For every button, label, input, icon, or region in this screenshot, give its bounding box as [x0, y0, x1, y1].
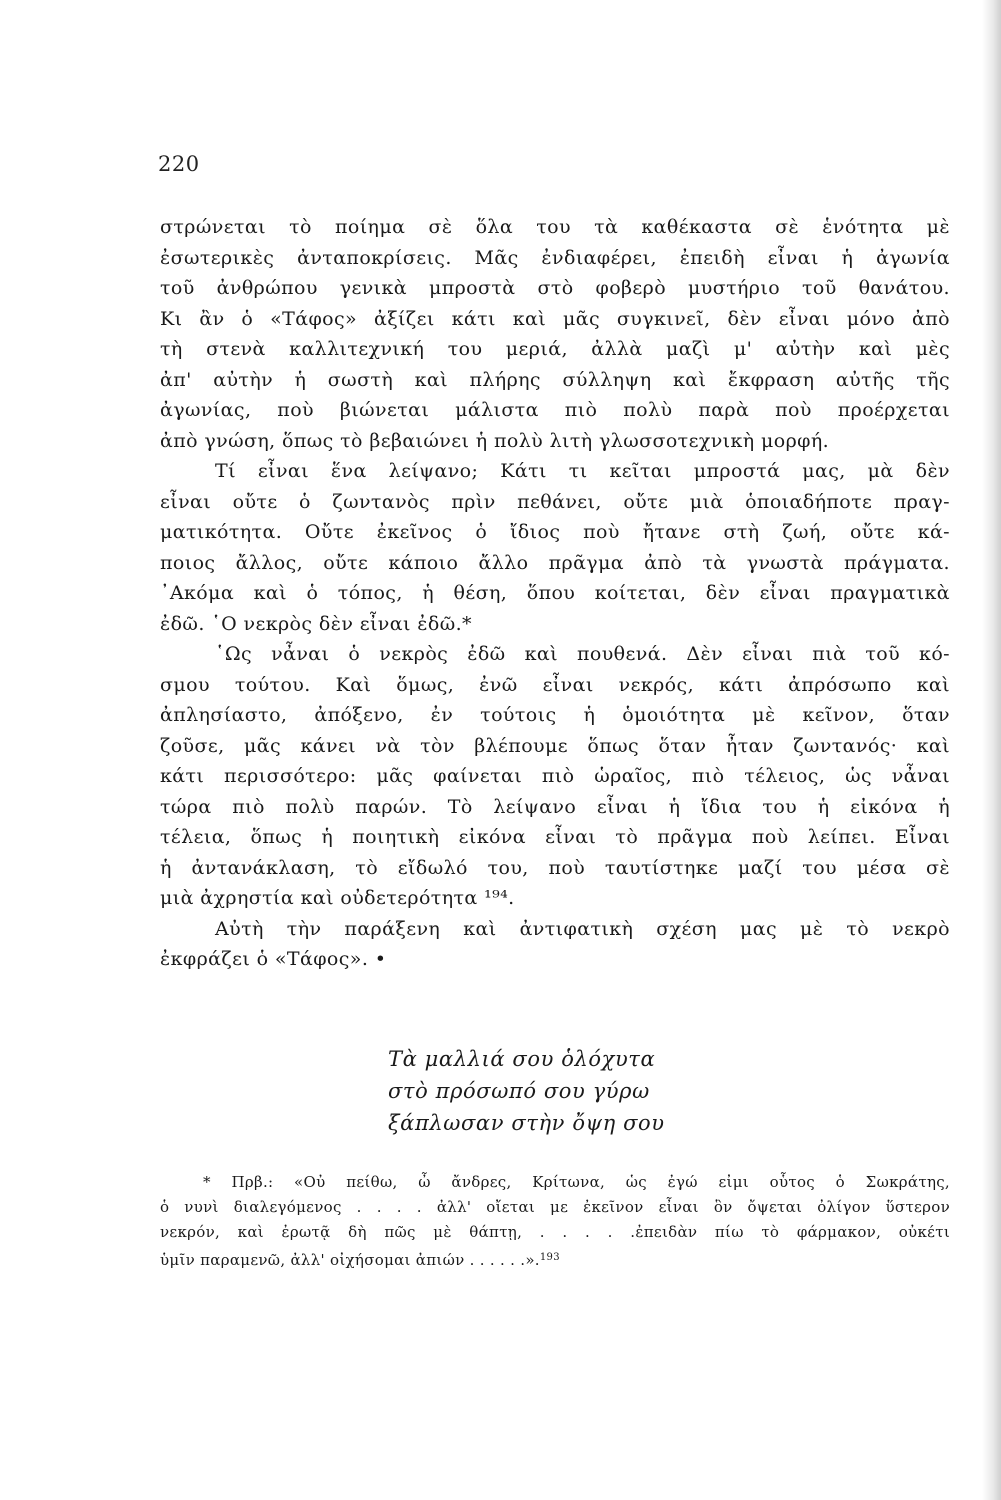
- poem-line: ξάπλωσαν στὴν ὄψη σου: [388, 1111, 665, 1135]
- page-edge-shadow: [982, 0, 1001, 1500]
- text-line: Κι ἂν ὁ «Τάφος» ἀξίζει κάτι καὶ μᾶς συγκινεῖ, δὲν εἶναι μόνο ἀπὸ: [160, 307, 950, 330]
- text-line: ἐκφράζει ὁ «Τάφος». •: [160, 948, 387, 970]
- text-line: ἀπὸ γνώση, ὅπως τὸ βεβαιώνει ἡ πολὺ λιτὴ γλωσσοτεχνικὴ μορφή.: [160, 429, 830, 452]
- poem-line: Τὰ μαλλιά σου ὁλόχυτα: [388, 1047, 656, 1071]
- text-line: ἀπλησίαστο, ἀπόξενο, ἐν τούτοις ἡ ὁμοιότητα μὲ κεῖνον, ὅταν: [160, 704, 950, 726]
- text-line: σμου τούτου. Καὶ ὅμως, ἐνῶ εἶναι νεκρός, κάτι ἀπρόσωπο καὶ: [160, 673, 950, 696]
- text-line: μιὰ ἀχρηστία καὶ οὐδετερότητα ¹⁹⁴.: [160, 887, 515, 909]
- text-line: ἐδῶ. ῾Ο νεκρὸς δὲν εἶναι ἐδῶ.*: [160, 612, 472, 635]
- text-line: ᾿Ακόμα καὶ ὁ τόπος, ἡ θέση, ὅπου κοίτεται, δὲν εἶναι πραγματικὰ: [160, 582, 950, 604]
- text-line: κάτι περισσότερο: μᾶς φαίνεται πιὸ ὡραῖος, πιὸ τέλειος, ὡς νἆναι: [160, 765, 950, 787]
- text-line: ματικότητα. Οὔτε ἐκεῖνος ὁ ἴδιος ποὺ ἤτανε στὴ ζωή, οὔτε κά-: [160, 521, 950, 543]
- text-line: τοῦ ἀνθρώπου γενικὰ μπροστὰ στὸ φοβερὸ μυστήριο τοῦ θανάτου.: [160, 277, 950, 299]
- text-line: εἶναι οὔτε ὁ ζωντανὸς πρὶν πεθάνει, οὔτε μιὰ ὁποιαδήποτε πραγ-: [160, 490, 950, 513]
- text-line: ζοῦσε, μᾶς κάνει νὰ τὸν βλέπουμε ὅπως ὅταν ἦταν ζωντανός· καὶ: [160, 734, 950, 757]
- footnote-line-last: [160, 1245, 950, 1270]
- text-line: ἡ ἀντανάκλαση, τὸ εἴδωλό του, ποὺ ταυτίστηκε μαζί του μέσα σὲ: [160, 856, 950, 879]
- footnote-line: ὁ νυνὶ διαλεγόμενος . . . . ἀλλ' οἴεται με ἐκεῖνον εἶναι ὃν ὄψεται ὀλίγον ὕστερον: [160, 1198, 950, 1216]
- text-line: ἐσωτερικὲς ἀνταποκρίσεις. Μᾶς ἐνδιαφέρει, ἐπειδὴ εἶναι ἡ ἀγωνία: [160, 246, 950, 269]
- footnote-line: * Πρβ.: «Οὐ πείθω, ὦ ἄνδρες, Κρίτωνα, ὡς ἐγώ εἰμι οὗτος ὁ Σωκράτης,: [203, 1173, 950, 1191]
- footnote: [160, 1170, 950, 1270]
- text-line: ἀπ' αὐτὴν ἡ σωστὴ καὶ πλήρης σύλληψη καὶ ἔκφραση αὐτῆς τῆς: [160, 368, 950, 391]
- text-line: ποιος ἄλλος, οὔτε κάποιο ἄλλο πρᾶγμα ἀπὸ τὰ γνωστὰ πράγματα.: [160, 551, 950, 574]
- footnote-line: νεκρόν, καὶ ἐρωτᾷ δὴ πῶς μὲ θάπτῃ, . . . . .ἐπειδὰν πίω τὸ φάρμακον, οὐκέτι: [160, 1223, 950, 1241]
- text-line: Αὐτὴ τὴν παράξενη καὶ ἀντιφατικὴ σχέση μας μὲ τὸ νεκρὸ: [215, 917, 950, 940]
- text-line: τώρα πιὸ πολὺ παρών. Τὸ λείψανο εἶναι ἡ ἴδια του ἡ εἰκόνα ἡ: [160, 795, 950, 818]
- text-line: τέλεια, ὅπως ἡ ποιητικὴ εἰκόνα εἶναι τὸ πρᾶγμα ποὺ λείπει. Εἶναι: [160, 826, 950, 848]
- text-line: στρώνεται τὸ ποίημα σὲ ὅλα του τὰ καθέκαστα σὲ ἑνότητα μὲ: [160, 216, 950, 238]
- body-text: [160, 212, 950, 975]
- text-line: Τί εἶναι ἕνα λείψανο; Κάτι τι κεῖται μπροστά μας, μὰ δὲν: [215, 460, 950, 482]
- text-line: τὴ στενὰ καλλιτεχνική του μεριά, ἀλλὰ μαζὶ μ' αὐτὴν καὶ μὲς: [160, 338, 950, 360]
- text-line: ῾Ως νἆναι ὁ νεκρὸς ἐδῶ καὶ πουθενά. Δὲν εἶναι πιὰ τοῦ κό-: [215, 643, 950, 665]
- footnote-ref: 193: [539, 1252, 560, 1263]
- footnote-text: ὑμῖν παραμενῶ, ἀλλ' οἰχήσομαι ἀπιών . . . . . .».: [160, 1251, 540, 1269]
- poem-line: στὸ πρόσωπό σου γύρω: [388, 1079, 650, 1103]
- page-number: 220: [158, 152, 200, 176]
- poem-quote: [388, 1043, 665, 1139]
- text-line: ἀγωνίας, ποὺ βιώνεται μάλιστα πιὸ πολὺ παρὰ ποὺ προέρχεται: [160, 399, 950, 421]
